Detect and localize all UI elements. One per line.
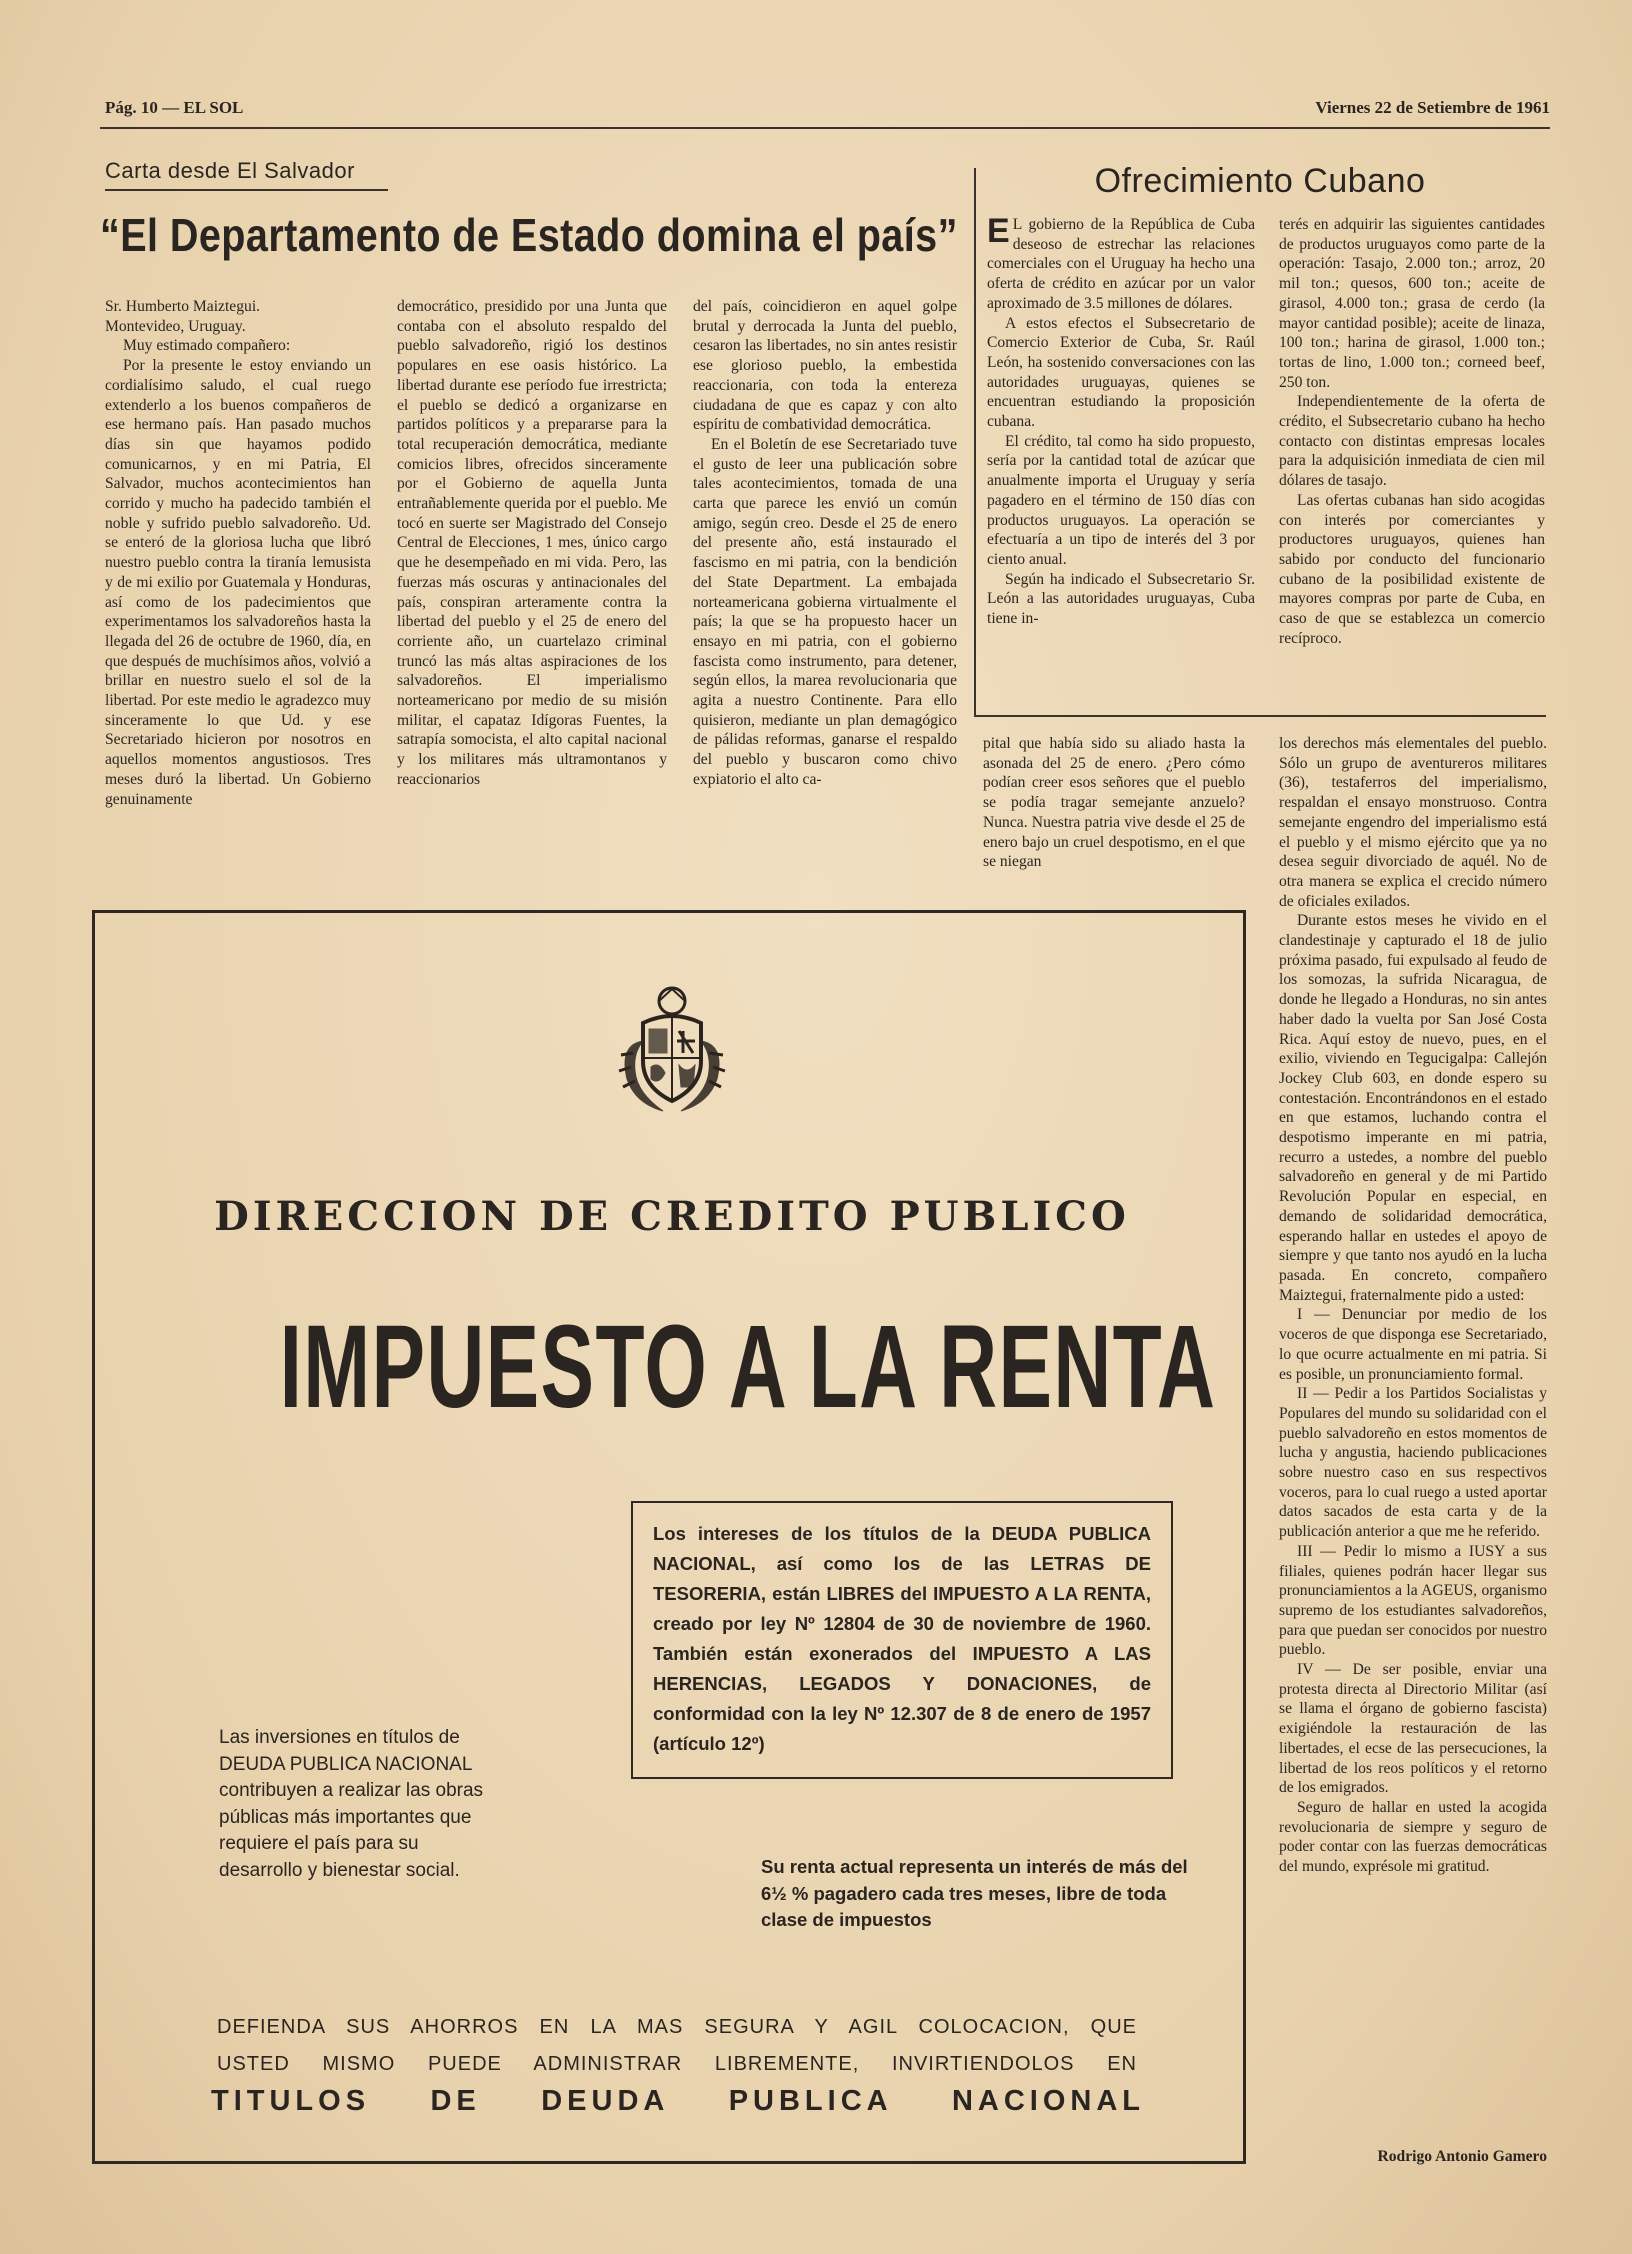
paragraph-text: Sr. Humberto Maiztegui. — [105, 298, 261, 315]
paragraph-text: I — Denunciar por medio de los voceros de que disponga ese Secretariado, lo que ocurre actualmente en mi patria. Si es posible, un pronunciamiento formal. — [1279, 1306, 1547, 1383]
paragraph — [1279, 1660, 1547, 1798]
cuba-column-2 — [1279, 215, 1545, 705]
paragraph-text: los derechos más elementales del pueblo. Sólo un grupo de aventureros militares (36), testaferros del imperialismo, respaldan el ensayo monstruoso. Contra semejante engendro del imperialismo está el pueblo y el mismo ejército que ya no desea seguir divorciado de aquél. No de otra manera se explica el crecido número de oficiales exilados. — [1279, 735, 1547, 910]
paragraph-text: A estos efectos el Subsecretario de Comercio Exterior de Cuba, Sr. Raúl León, ha sostenido conversaciones con las autoridades uruguayas, quienes se encuentran estudiando la proposición cubana. — [987, 314, 1255, 431]
kicker-rule — [105, 189, 388, 191]
ad-tax-note: Los intereses de los títulos de la DEUDA PUBLICA NACIONAL, así como los de las LETRAS DE TESORERIA, están LIBRES del IMPUESTO A LA RENTA, creado por ley Nº 12804 de 30 de noviembre de 1960. También están exonerados del IMPUESTO A LAS HERENCIAS, LEGADOS Y DONACIONES, de conformidad con la ley Nº 12.307 de 8 de enero de 1957 (artículo 12º) — [631, 1501, 1173, 1779]
ad-slogan-line-2: USTED MISMO PUEDE ADMINISTRAR LIBREMENTE, INVIRTIENDOLOS EN — [217, 2053, 1137, 2075]
paragraph — [1279, 1305, 1547, 1384]
paragraph — [1279, 1542, 1547, 1660]
letter-column-4 — [983, 734, 1245, 884]
letter-signature — [1279, 2147, 1547, 2171]
letter-column-5 — [1279, 734, 1547, 2169]
letter-column-2 — [397, 297, 667, 877]
paragraph — [105, 297, 371, 317]
paragraph — [987, 432, 1255, 570]
paragraph-text: Seguro de hallar en usted la acogida revolucionaria de siempre y seguro de poder contar con las fuerzas democráticas del mundo, exprésole mi gratitud. — [1279, 1798, 1547, 1876]
ad-title-direccion: DIRECCION DE CREDITO PUBLICO — [214, 1193, 1130, 1240]
ad-title-impuesto: IMPUESTO A LA RENTA — [279, 1301, 1217, 1433]
signature: Rodrigo Antonio Gamero — [1377, 2148, 1547, 2165]
paragraph-text: II — Pedir a los Partidos Socialistas y Populares del mundo su solidaridad con el pueblo salvadoreño en estos momentos de lucha y angustia, haciendo publicaciones sobre nuestro caso en sus respectivos voceros, para lo cual ruego a usted aportar datos sacados de esta carta y de la publicación anterior a que me he referido. — [1279, 1385, 1547, 1541]
paragraph — [105, 317, 371, 337]
paragraph-text: III — Pedir lo mismo a IUSY a sus filiales, quienes podrán hacer llegar sus pronunciamientos a la AGEUS, organismo supremo de los estudiantes salvadoreños, para que puedan ser conocidos por nuestro pueblo. — [1279, 1542, 1547, 1659]
paragraph-text: Independientemente de la oferta de crédito, el Subsecretario cubano ha hecho contacto con distintas empresas locales para la adquisición inmediata de cien mil dólares de tasajo. — [1279, 393, 1545, 490]
paragraph-text: En el Boletín de ese Secretariado tuve el gusto de leer una publicación sobre tales acontecimientos, tomada de una carta que parece les envió un común amigo, según creo. Desde el 25 de enero del presente año, está instaurado el fascismo en mi patria, con la bendición del State Department. La embajada norteamericana gobierna virtualmente el país; la que se ha propuesto hacer un ensayo en mi patria, con el gobierno fascista como instrumento, para detener, según ellos, la marea revolucionaria que agita a nuestro Continente. Para ello quisieron, mediante un plan demagógico de pálidas reformas, ganarse el respaldo del pueblo y buscaron como chivo expiatorio el alto ca- — [693, 435, 957, 788]
paragraph — [1279, 392, 1545, 491]
paragraph — [693, 435, 957, 790]
cuba-box-bottom-rule — [974, 715, 1546, 717]
paragraph — [105, 336, 371, 356]
paragraph — [987, 570, 1255, 629]
paragraph — [1279, 1384, 1547, 1542]
coat-of-arms-icon — [613, 983, 731, 1117]
paragraph — [1279, 1798, 1547, 1877]
paragraph-text: democrático, presidido por una Junta que contaba con el absoluto respaldo del pueblo salvadoreño, rigió los destinos populares en ese oasis histórico. La libertad durante ese período fue irrestricta; el pueblo se dedicó a organizarse en partidos políticos y a prepararse para la total recuperación democrática, mediante comicios libres, ofrecidos sinceramente por el Gobierno de aquella Junta entrañablemente querida por el pueblo. Me tocó en suerte ser Magistrado del Consejo Central de Elecciones, 1 mes, único cargo que he desempeñado en mi vida. Pero, las fuerzas más oscuras y antinacionales del país, conspiran arteramente contra la libertad del pueblo y el 25 de enero del corriente año, un cuartelazo criminal truncó las más altas aspiraciones de los salvadoreños. El imperialismo norteamericano por medio de su misión militar, el capataz Idígoras Fuentes, la satrapía somocista, el alto capital nacional y los militares más ultramontanos y reaccionarios — [397, 298, 667, 788]
page-folio: Pág. 10 — EL SOL — [105, 98, 244, 117]
paragraph — [105, 356, 371, 809]
page-date: Viernes 22 de Setiembre de 1961 — [1315, 98, 1550, 117]
letter-column-1 — [105, 297, 371, 877]
paragraph-text: Montevideo, Uruguay. — [105, 317, 246, 335]
article-headline: “El Departamento de Estado domina el país” — [100, 209, 958, 261]
paragraph — [1279, 911, 1547, 1305]
paragraph-text: pital que había sido su aliado hasta la asonada del 25 de enero. ¿Pero cómo podían creer esos señores que el pueblo se podía tragar semejante anzuelo? Nunca. Nuestra patria vive desde el 25 de enero bajo un cruel despotismo, en el que se niegan — [983, 735, 1245, 871]
letter-column-3 — [693, 297, 957, 877]
paragraph-text: Según ha indicado el Subsecretario Sr. León a las autoridades uruguayas, Cuba tiene in- — [987, 570, 1255, 628]
paragraph — [1279, 215, 1545, 392]
paragraph-text: Las ofertas cubanas han sido acogidas con interés por comerciantes y productores uruguayos, quienes han sabido por conducto del funcionario cubano de la posibilidad existente de mayores compras por parte de Cuba, en caso de que se establezca un comercio recíproco. — [1279, 491, 1545, 647]
cuba-box-left-rule — [974, 168, 976, 716]
paragraph-text: IV — De ser posible, enviar una protesta directa al Directorio Militar (así se llama el órgano de gobierno fascista) exigiéndole la restauración de las libertades, el ecse de las persecuciones, la libertad de los reos políticos y el retorno de los emigrados. — [1279, 1661, 1547, 1797]
paragraph-text: Por la presente le estoy enviando un cordialísimo saludo, el cual ruego extenderlo a los buenos compañeros de ese hermano país. Han pasado muchos días sin que hayamos podido comunicarnos, y en mi Patria, El Salvador, muchos acontecimientos han corrido y mucho ha padecido también el noble y sufrido pueblo salvadoreño. Ud. se enteró de la gloriosa lucha que libró nuestro pueblo contra la tiranía lemusista y de mi exilio por Guatemala y Honduras, así como de los padecimientos que experimentamos los salvadoreños hasta la llegada del 26 de octubre de 1960, día, en que después de muchísimos años, volvió a brillar en nuestro suelo el sol de la libertad. Por este medio le agradezco muy sinceramente lo que Ud. y ese Secretariado hicieron por nosotros en aquellos momentos angustiosos. Tres meses duró la libertad. Un Gobierno genuinamente — [105, 357, 371, 808]
paragraph — [1279, 734, 1547, 911]
paragraph-text: Durante estos meses he vivido en el clandestinaje y capturado el 18 de julio próxima pasado, fui expulsado al feudo de los somozas, la sufrida Nicaragua, de donde he llegado a Honduras, no sin antes haber dado la vuelta por San José Costa Rica. Aquí estoy de nuevo, pues, en el exilio, viviendo en Tegucigalpa: Callejón Jockey Club 603, en donde espero su contestación. Encontrándonos en el estado en que estamos, luchando contra el despotismo imperante en mi patria, recurro a ustedes, a nombre del pueblo salvadoreño en general y de mi Partido Revolución Popular en especial, en demando de solidaridad democrática, esperando hallar en ustedes el apoyo de siempre y que tanto nos ayudó en la lucha pasada. En concreto, compañero Maiztegui, fraternalmente pido a usted: — [1279, 912, 1547, 1304]
paragraph — [1279, 491, 1545, 649]
paragraph — [693, 297, 957, 435]
paragraph — [983, 734, 1245, 872]
paragraph-text: del país, coincidieron en aquel golpe brutal y derrocada la Junta del pueblo, cesaron las libertades, no sin antes resistir ese glorioso pueblo, la embestida reaccionaria, con toda la entereza ciudadana de que es capaz y con alto espíritu de combatividad democrática. — [693, 298, 957, 434]
cuba-title: Ofrecimiento Cubano — [1094, 162, 1426, 200]
header-rule — [100, 127, 1550, 129]
ad-interest-text: Su renta actual representa un interés de más del 6½ % pagadero cada tres meses, libre de toda clase de impuestos — [761, 1856, 1188, 1930]
credit-ad-box — [92, 910, 1246, 2164]
ad-slogan-line-1: DEFIENDA SUS AHORROS EN LA MAS SEGURA Y AGIL COLOCACION, QUE — [217, 2016, 1137, 2038]
paragraph-text: L gobierno de la República de Cuba deseoso de estrechar las relaciones comerciales con el Uruguay ha hecho una oferta de crédito en azúcar por un valor aproximado de 3.5 millones de dólares. — [987, 216, 1255, 312]
ad-investment-text: Las inversiones en títulos de DEUDA PUBLICA NACIONAL contribuyen a realizar las obras públicas más importantes que requiere el país para su desarrollo y bienestar social. — [219, 1727, 484, 1881]
ad-slogan-line-3: TITULOS DE DEUDA PUBLICA NACIONAL — [211, 2085, 1145, 2117]
paragraph — [987, 314, 1255, 432]
paragraph-text: terés en adquirir las siguientes cantidades de productos uruguayos como parte de la operación: Tasajo, 2.000 ton.; arroz, 20 mil ton.; quesos, 600 ton.; aceite de girasol, 4.000 ton.; grasa de cerdo (la mayor cantidad posible); aceite de linaza, 100 ton.; harina de girasol, 1.000 ton.; tortas de lino, 1.000 ton.; corneed beef, 250 ton. — [1279, 216, 1545, 391]
paragraph-text: Muy estimado compañero: — [123, 337, 291, 355]
paragraph — [987, 215, 1255, 314]
article-kicker: Carta desde El Salvador — [105, 158, 355, 183]
paragraph-text: El crédito, tal como ha sido propuesto, sería por la cantidad total de azúcar que anualmente importa el Uruguay y sería pagadero en el término de 150 días con productos uruguayos. La operación se efectuaría a un tipo de interés del 3 por ciento anual. — [987, 432, 1255, 568]
drop-cap: E — [987, 215, 1010, 250]
cuba-column-1 — [987, 215, 1255, 705]
paragraph — [397, 297, 667, 790]
